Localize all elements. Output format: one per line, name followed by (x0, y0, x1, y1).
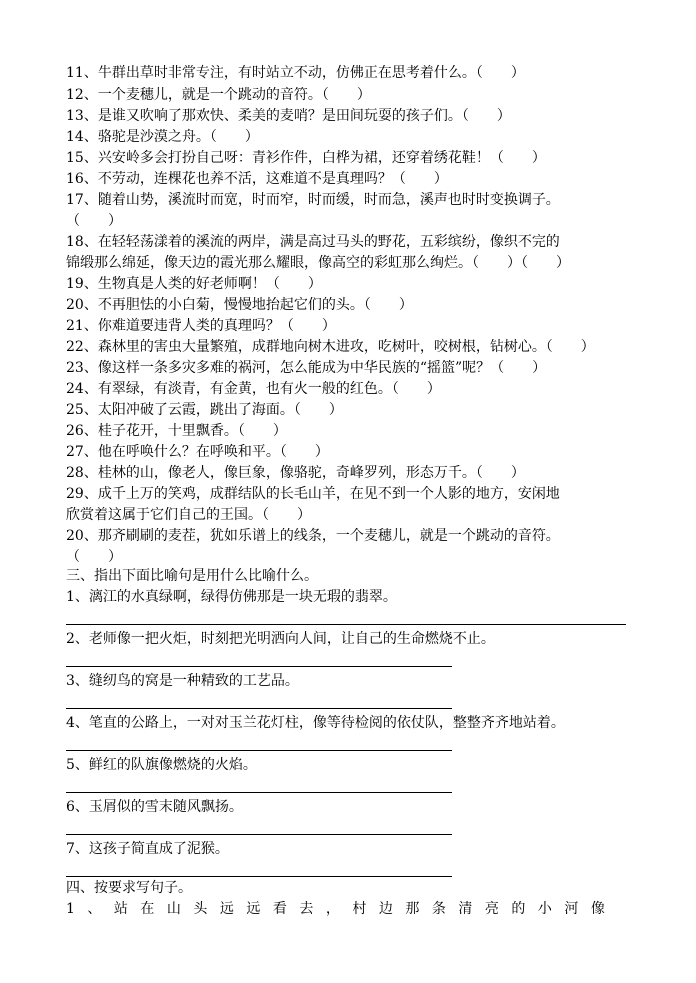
metaphor-item-2: 2、老师像一把火炬，时刻把光明洒向人间，让自己的生命燃烧不止。 (66, 631, 495, 647)
question-item-14: 14、骆驼是沙漠之舟。（ ） (66, 129, 259, 145)
question-item-22: 22、森林里的害虫大量繁殖，成群地向树木进攻，吃树叶，咬树根，钻树心。（ ） (66, 339, 595, 355)
question-item-29-cont: 欣赏着这属于它们自己的王国。（ ） (66, 507, 311, 523)
metaphor-item-7: 7、这孩子简直成了泥猴。 (66, 841, 229, 857)
metaphor-item-5: 5、鲜红的队旗像燃烧的火焰。 (66, 757, 257, 773)
question-item-18: 18、在轻轻荡漾着的溪流的两岸，满是高过马头的野花，五彩缤纷，像织不完的 (66, 234, 560, 250)
question-item-30-answer: （ ） (66, 549, 122, 565)
question-item-28: 28、桂林的山，像老人，像巨象，像骆驼，奇峰罗列，形态万千。（ ） (66, 465, 525, 481)
answer-line-6[interactable] (66, 834, 452, 835)
question-item-29: 29、成千上万的笑鸡，成群结队的长毛山羊，在见不到一个人影的地方，安闲地 (66, 486, 560, 502)
question-item-15: 15、兴安岭多会打扮自己呀：青衫作件，白桦为裙，还穿着绣花鞋！（ ） (66, 150, 546, 166)
question-item-23: 23、像这样一条多灾多难的祸河，怎么能成为中华民族的“摇篮”呢？（ ） (66, 360, 547, 376)
metaphor-item-4: 4、笔直的公路上，一对对玉兰花灯柱，像等待检阅的依仗队，整整齐齐地站着。 (66, 715, 565, 731)
question-item-13: 13、是谁又吹响了那欢快、柔美的麦哨？是田间玩耍的孩子们。（ ） (66, 108, 511, 124)
answer-line-3[interactable] (66, 708, 452, 709)
question-item-20: 20、不再胆怯的小白菊，慢慢地抬起它们的头。（ ） (66, 297, 413, 313)
answer-line-5[interactable] (66, 792, 452, 793)
rewrite-item-1: 1、站在山头远远看去，村边那条清亮的小河像 (66, 901, 618, 917)
metaphor-item-1: 1、漓江的水真绿啊，绿得仿佛那是一块无瑕的翡翠。 (66, 589, 397, 605)
question-item-16: 16、不劳动，连棵花也养不活，这难道不是真理吗？（ ） (66, 171, 448, 187)
question-item-17: 17、随着山势，溪流时而宽，时而窄，时而缓，时而急，溪声也时时变换调子。 (66, 192, 560, 208)
answer-line-1[interactable] (66, 624, 626, 625)
metaphor-item-3: 3、缝纫鸟的窝是一种精致的工艺品。 (66, 673, 299, 689)
question-item-12: 12、一个麦穗儿，就是一个跳动的音符。（ ） (66, 87, 371, 103)
section-3-heading: 三、指出下面比喻句是用什么比喻什么。 (66, 568, 318, 584)
answer-line-4[interactable] (66, 750, 452, 751)
answer-line-7[interactable] (66, 876, 452, 877)
section-4-heading: 四、按要求写句子。 (66, 880, 192, 896)
question-item-18-cont: 锦缎那么绵延，像天边的霞光那么耀眼，像高空的彩虹那么绚烂。（ ）（ ） (66, 255, 570, 271)
metaphor-item-6: 6、玉屑似的雪末随风飘扬。 (66, 799, 243, 815)
question-item-30: 20、那齐刷刷的麦茬，犹如乐谱上的线条，一个麦穗儿，就是一个跳动的音符。 (66, 528, 560, 544)
question-item-11: 11、牛群出草时非常专注，有时站立不动，仿佛正在思考着什么。（ ） (66, 65, 525, 81)
question-item-27: 27、他在呼唤什么？在呼唤和平。（ ） (66, 444, 329, 460)
question-item-17-answer: （ ） (66, 213, 122, 229)
answer-line-2[interactable] (66, 666, 452, 667)
question-item-21: 21、你难道要违背人类的真理吗？（ ） (66, 318, 336, 334)
question-item-26: 26、桂子花开，十里飘香。（ ） (66, 423, 287, 439)
question-item-19: 19、生物真是人类的好老师啊！（ ） (66, 276, 322, 292)
question-item-24: 24、有翠绿，有淡青，有金黄，也有火一般的红色。（ ） (66, 381, 441, 397)
question-item-25: 25、太阳冲破了云霞，跳出了海面。（ ） (66, 402, 343, 418)
